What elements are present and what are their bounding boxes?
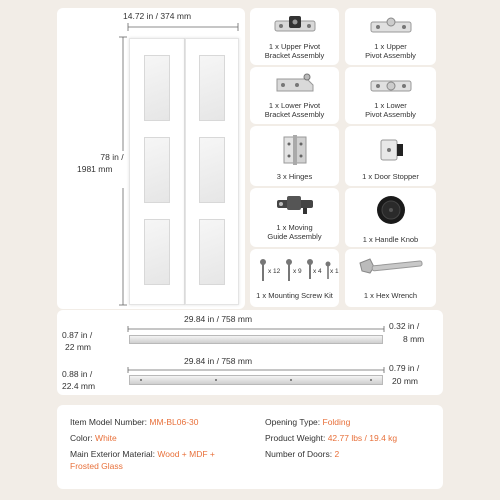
hinge-icon (280, 134, 310, 166)
spec-color: Color: White (70, 433, 117, 443)
rail-hole (370, 379, 372, 381)
hex-wrench-icon (356, 257, 426, 279)
spec-doors-value: 2 (334, 449, 340, 459)
moving-guide-icon (273, 192, 317, 216)
spec-model: Item Model Number: MM-BL06-30 (70, 417, 199, 427)
rail-hole (140, 379, 142, 381)
part-label: 1 x Lower (374, 101, 407, 110)
door-leaf-right (185, 38, 239, 305)
part-hinges (250, 126, 339, 186)
part-label: Guide Assembly (267, 232, 322, 241)
part-upper-pivot (345, 8, 436, 65)
glass-pane (144, 137, 170, 203)
screw-icon (258, 259, 268, 283)
part-label: Pivot Assembly (365, 51, 416, 60)
part-label: 1 x Mounting Screw Kit (256, 291, 333, 300)
pivot-assembly-icon (369, 14, 413, 36)
glass-pane (199, 55, 225, 121)
lower-bracket-icon (273, 71, 317, 97)
glass-pane (144, 219, 170, 285)
rail-dimensions-panel (57, 310, 443, 395)
spec-opening: Opening Type: Folding (265, 417, 351, 427)
glass-pane (199, 219, 225, 285)
part-lower-pivot-bracket (250, 67, 339, 124)
part-door-stopper (345, 126, 436, 186)
spec-opening-value: Folding (322, 417, 351, 427)
spec-color-value: White (95, 433, 117, 443)
glass-pane (199, 137, 225, 203)
spec-material-value-2: Frosted Glass (70, 461, 123, 471)
spec-model-value: MM-BL06-30 (149, 417, 199, 427)
rail-hole (290, 379, 292, 381)
part-lower-pivot (345, 67, 436, 124)
door-height-label-1: 78 in / (100, 152, 124, 162)
part-label: 1 x Upper Pivot (268, 42, 321, 51)
part-moving-guide (250, 188, 339, 247)
top-rail-right-dim-2: 8 mm (403, 334, 425, 344)
part-label: Pivot Assembly (365, 110, 416, 119)
spec-weight-value: 42.77 lbs / 19.4 kg (327, 433, 398, 443)
part-label: 1 x Hex Wrench (363, 291, 418, 300)
door-width-label: 14.72 in / 374 mm (123, 11, 192, 21)
spec-material: Main Exterior Material: Wood + MDF + (70, 449, 215, 459)
spec-doors: Number of Doors: 2 (265, 449, 340, 459)
part-label: 1 x Upper (374, 42, 407, 51)
rail-hole (215, 379, 217, 381)
part-handle-knob (345, 188, 436, 247)
door-height-label-2: 1981 mm (77, 164, 113, 174)
door-leaf-left (129, 38, 185, 305)
part-label: 1 x Lower Pivot (268, 101, 321, 110)
bottom-rail-length-arrow (127, 367, 385, 373)
top-rail-length-arrow (127, 326, 385, 332)
bottom-rail-right-dim-1: 0.79 in / (389, 363, 420, 373)
top-rail-right-dim-1: 0.32 in / (389, 321, 420, 331)
top-rail-length: 29.84 in / 758 mm (184, 314, 253, 324)
glass-pane (144, 55, 170, 121)
spec-material-value-1: Wood + MDF + (157, 449, 215, 459)
part-label: 1 x Handle Knob (362, 235, 419, 244)
bottom-rail-length: 29.84 in / 758 mm (184, 356, 253, 366)
screw-count: x 9 (293, 268, 302, 275)
bottom-rail-left-dim-1: 0.88 in / (62, 369, 93, 379)
part-label: Bracket Assembly (264, 51, 325, 60)
pivot-bracket-icon (273, 14, 317, 36)
screw-count: x 1 (330, 268, 339, 275)
screw-count: x 12 (268, 268, 281, 275)
part-label: Bracket Assembly (264, 110, 325, 119)
spec-weight: Product Weight: 42.77 lbs / 19.4 kg (265, 433, 398, 443)
lower-pivot-icon (369, 73, 413, 95)
door-stopper-icon (376, 136, 406, 164)
top-rail (129, 335, 383, 344)
bottom-rail (129, 375, 383, 385)
part-mounting-screw-kit (250, 249, 339, 307)
bottom-rail-left-dim-2: 22.4 mm (62, 381, 96, 391)
part-upper-pivot-bracket (250, 8, 339, 65)
top-rail-left-dim-1: 0.87 in / (62, 330, 93, 340)
part-label: 1 x Door Stopper (362, 172, 419, 181)
door-dimensions-panel (57, 8, 245, 309)
part-label: 1 x Moving (276, 223, 313, 232)
specs-panel (57, 405, 443, 489)
top-rail-left-dim-2: 22 mm (65, 342, 91, 352)
handle-knob-icon (374, 193, 408, 227)
part-label: 3 x Hinges (276, 172, 313, 181)
door-height-arrow (119, 36, 127, 306)
bottom-rail-right-dim-2: 20 mm (392, 376, 418, 386)
door-width-arrow (127, 23, 239, 31)
part-hex-wrench (345, 249, 436, 307)
screw-count: x 4 (313, 268, 322, 275)
